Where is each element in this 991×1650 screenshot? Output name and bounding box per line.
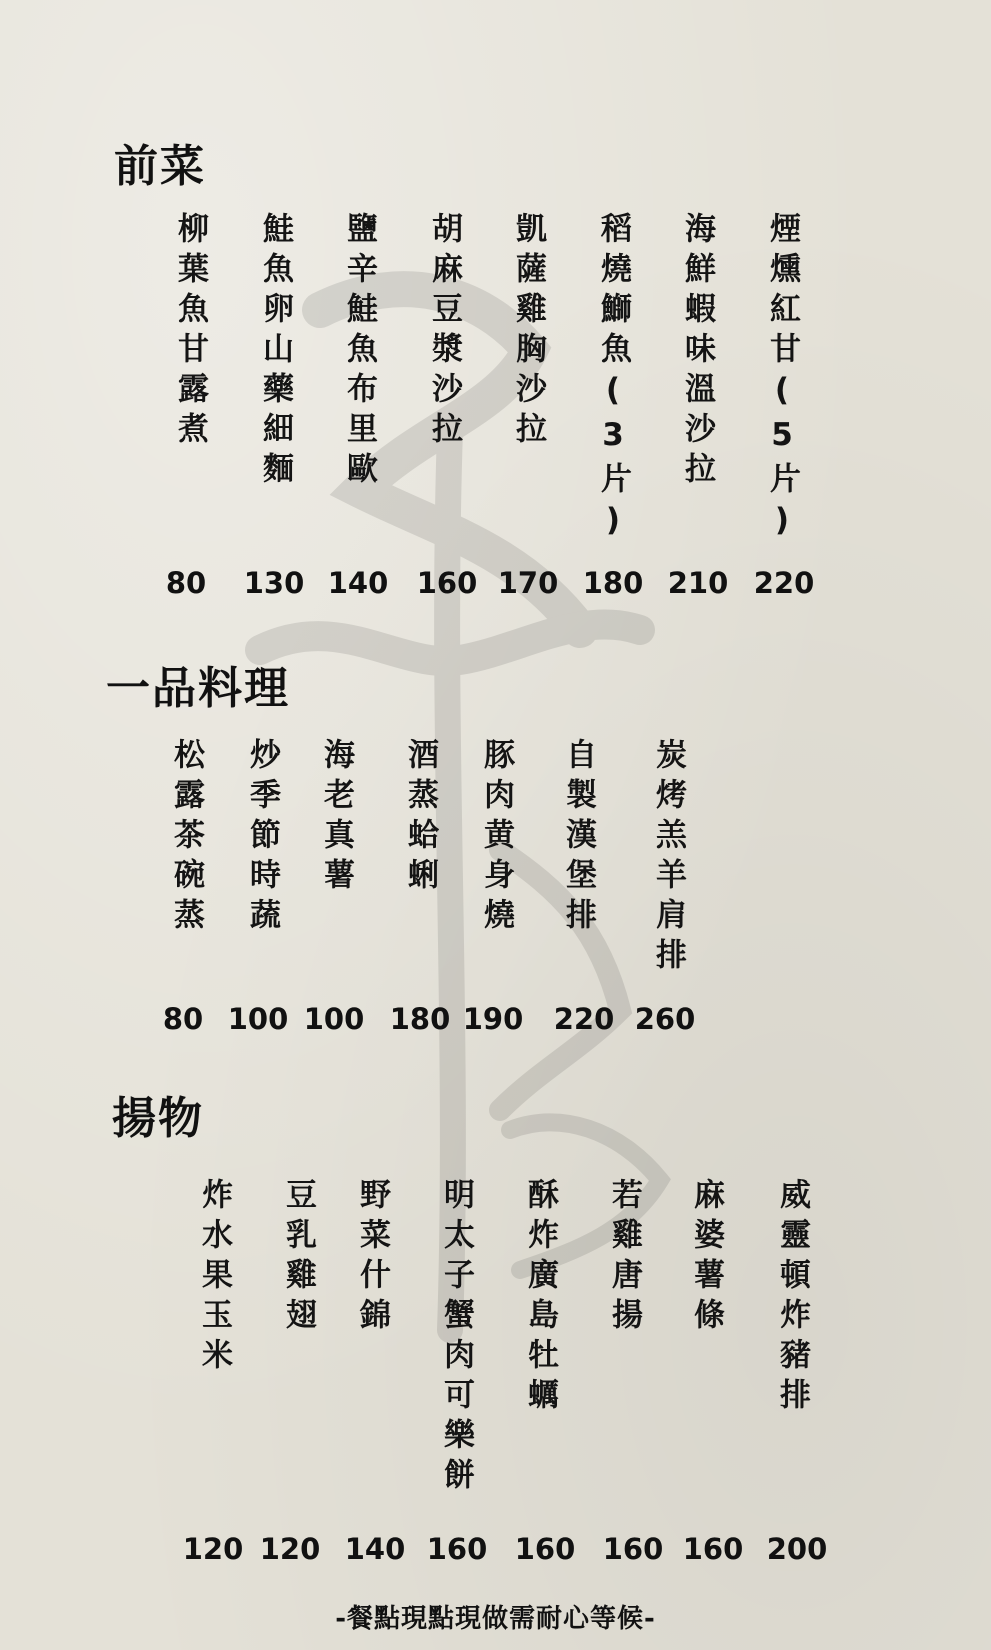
menu-item-name: 海鮮蝦味溫沙拉 <box>679 212 715 492</box>
menu-item-name: 豚肉黄身燒 <box>478 738 514 938</box>
menu-item-price: 180 <box>582 566 644 600</box>
menu-item-price: 260 <box>634 1002 696 1036</box>
menu-item-price: 220 <box>553 1002 615 1036</box>
menu-item-name: 稻燒鰤魚(3片) <box>595 212 631 547</box>
menu-item-price: 170 <box>497 566 559 600</box>
menu-item-name: 自製漢堡排 <box>560 738 596 938</box>
menu-item-name: 威靈頓炸豬排 <box>774 1178 810 1418</box>
menu-item-price: 130 <box>243 566 305 600</box>
menu-item-name: 明太子蟹肉可樂餅 <box>438 1178 474 1498</box>
menu-item-price: 190 <box>462 1002 524 1036</box>
menu-item-name: 炒季節時蔬 <box>244 738 280 938</box>
menu-item-name: 酒蒸蛤蜊 <box>402 738 438 898</box>
menu-item-price: 80 <box>162 1002 204 1036</box>
menu-item-name: 凱薩雞胸沙拉 <box>510 212 546 452</box>
menu-item-price: 160 <box>602 1532 664 1566</box>
menu-item-price: 120 <box>259 1532 321 1566</box>
menu-item-name: 炭烤羔羊肩排 <box>650 738 686 978</box>
footer-note: -餐點現點現做需耐心等候- <box>335 1604 656 1634</box>
section-title-fried-dishes: 揚物 <box>112 1093 204 1144</box>
menu-item-name: 炸水果玉米 <box>196 1178 232 1378</box>
menu-item-price: 220 <box>753 566 815 600</box>
menu-item-price: 100 <box>303 1002 365 1036</box>
menu-item-price: 100 <box>227 1002 289 1036</box>
menu-item-price: 140 <box>327 566 389 600</box>
menu-item-price: 160 <box>416 566 478 600</box>
menu-item-name: 松露茶碗蒸 <box>168 738 204 938</box>
menu-item-name: 鮭魚卵山藥細麵 <box>257 212 293 492</box>
menu-item-price: 160 <box>514 1532 576 1566</box>
menu-item-price: 120 <box>182 1532 244 1566</box>
menu-item-name: 豆乳雞翅 <box>280 1178 316 1338</box>
menu-item-name: 鹽辛鮭魚布里歐 <box>341 212 377 492</box>
menu-item-name: 煙燻紅甘(5片) <box>764 212 800 547</box>
menu-item-name: 酥炸廣島牡蠣 <box>522 1178 558 1418</box>
menu-item-name: 若雞唐揚 <box>606 1178 642 1338</box>
menu-item-price: 160 <box>682 1532 744 1566</box>
section-title-appetizers: 前菜 <box>114 141 206 192</box>
menu-item-name: 海老真薯 <box>318 738 354 898</box>
menu-item-price: 210 <box>667 566 729 600</box>
menu-item-name: 麻婆薯條 <box>688 1178 724 1338</box>
menu-item-name: 柳葉魚甘露煮 <box>172 212 208 452</box>
menu-item-name: 胡麻豆漿沙拉 <box>426 212 462 452</box>
menu-item-price: 200 <box>766 1532 828 1566</box>
section-title-a-la-carte: 一品料理 <box>106 663 290 714</box>
menu-item-price: 180 <box>389 1002 451 1036</box>
menu-item-price: 160 <box>426 1532 488 1566</box>
menu-item-name: 野菜什錦 <box>354 1178 390 1338</box>
menu-item-price: 80 <box>165 566 207 600</box>
menu-item-price: 140 <box>344 1532 406 1566</box>
